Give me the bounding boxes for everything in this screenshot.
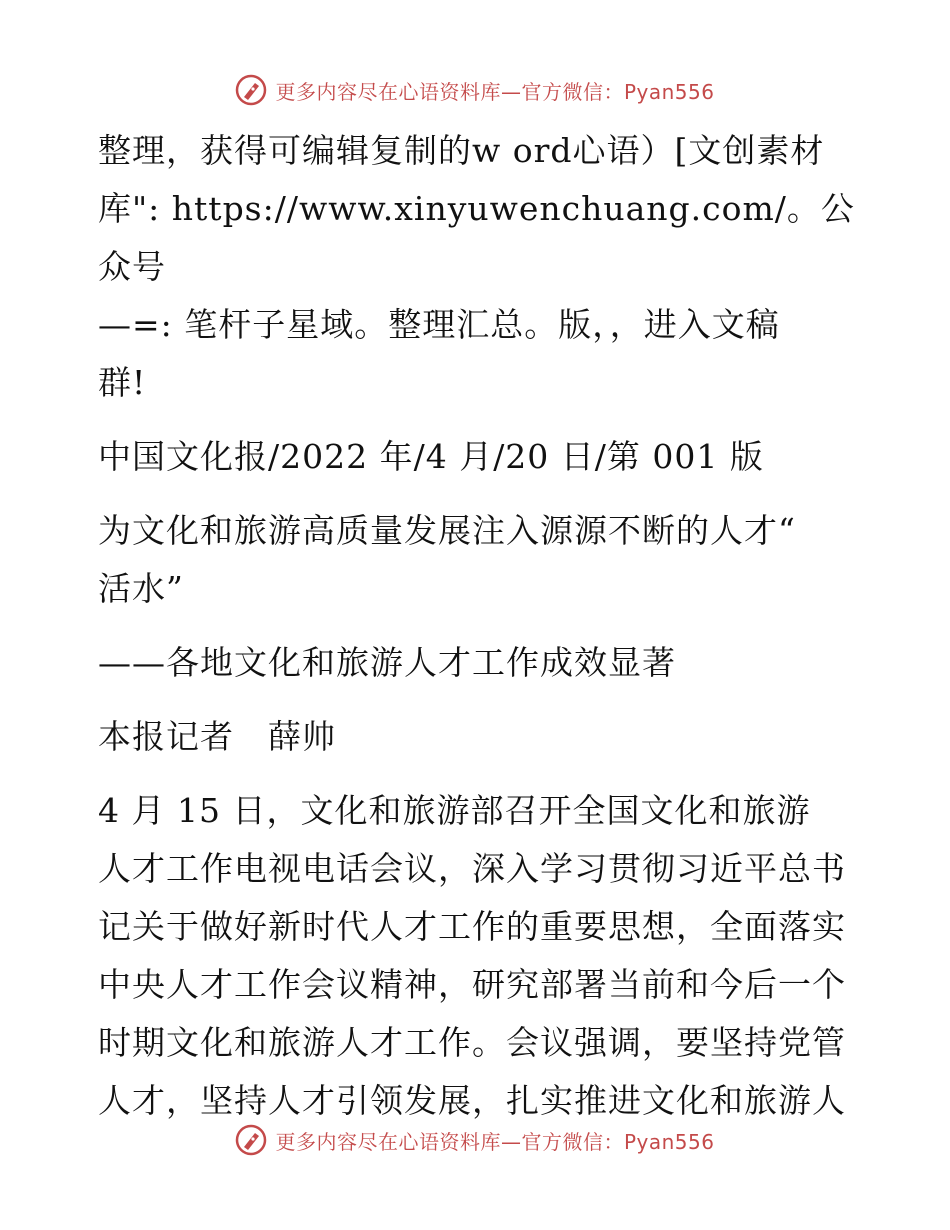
header-banner	[0, 70, 950, 110]
text-line: 4 月 15 日，文化和旅游部召开全国文化和旅游	[98, 791, 811, 830]
paragraph-title	[98, 502, 858, 618]
paragraph-source	[98, 428, 858, 486]
text-line: 为文化和旅游高质量发展注入源源不断的人才“	[98, 511, 796, 550]
document-body	[98, 122, 858, 1146]
paragraph-byline	[98, 708, 858, 766]
text-line: 群!	[98, 363, 147, 402]
paragraph-intro	[98, 122, 858, 412]
text-line: ——各地文化和旅游人才工作成效显著	[98, 643, 676, 682]
paragraph-subtitle	[98, 634, 858, 692]
text-line: 本报记者 薛帅	[98, 717, 336, 756]
footer-banner-text: 更多内容尽在心语资料库—官方微信：Pyan556	[275, 1129, 715, 1154]
text-line: 记关于做好新时代人才工作的重要思想，全面落实	[98, 907, 846, 946]
text-line: 中国文化报/2022 年/4 月/20 日/第 001 版	[98, 437, 764, 476]
header-banner-text: 更多内容尽在心语资料库—官方微信：Pyan556	[275, 79, 715, 104]
text-line: —=: 笔杆子星域。整理汇总。版，，进入文稿	[98, 305, 780, 344]
pen-nib-logo-icon	[235, 1124, 267, 1156]
text-line: 人才工作电视电话会议，深入学习贯彻习近平总书	[98, 849, 846, 888]
pen-nib-logo-icon	[235, 74, 267, 106]
paragraph-body	[98, 782, 858, 1130]
text-line: 时期文化和旅游人才工作。会议强调，要坚持党管	[98, 1023, 846, 1062]
footer-banner	[0, 1120, 950, 1160]
text-line: 中央人才工作会议精神，研究部署当前和今后一个	[98, 965, 846, 1004]
text-line: 活水”	[98, 569, 184, 608]
text-line: 整理，获得可编辑复制的w ord心语）[文创素材	[98, 131, 825, 170]
text-line: 人才，坚持人才引领发展，扎实推进文化和旅游人	[98, 1081, 846, 1120]
text-line: 库": https://www.xinyuwenchuang.com/。公众号	[98, 189, 855, 286]
